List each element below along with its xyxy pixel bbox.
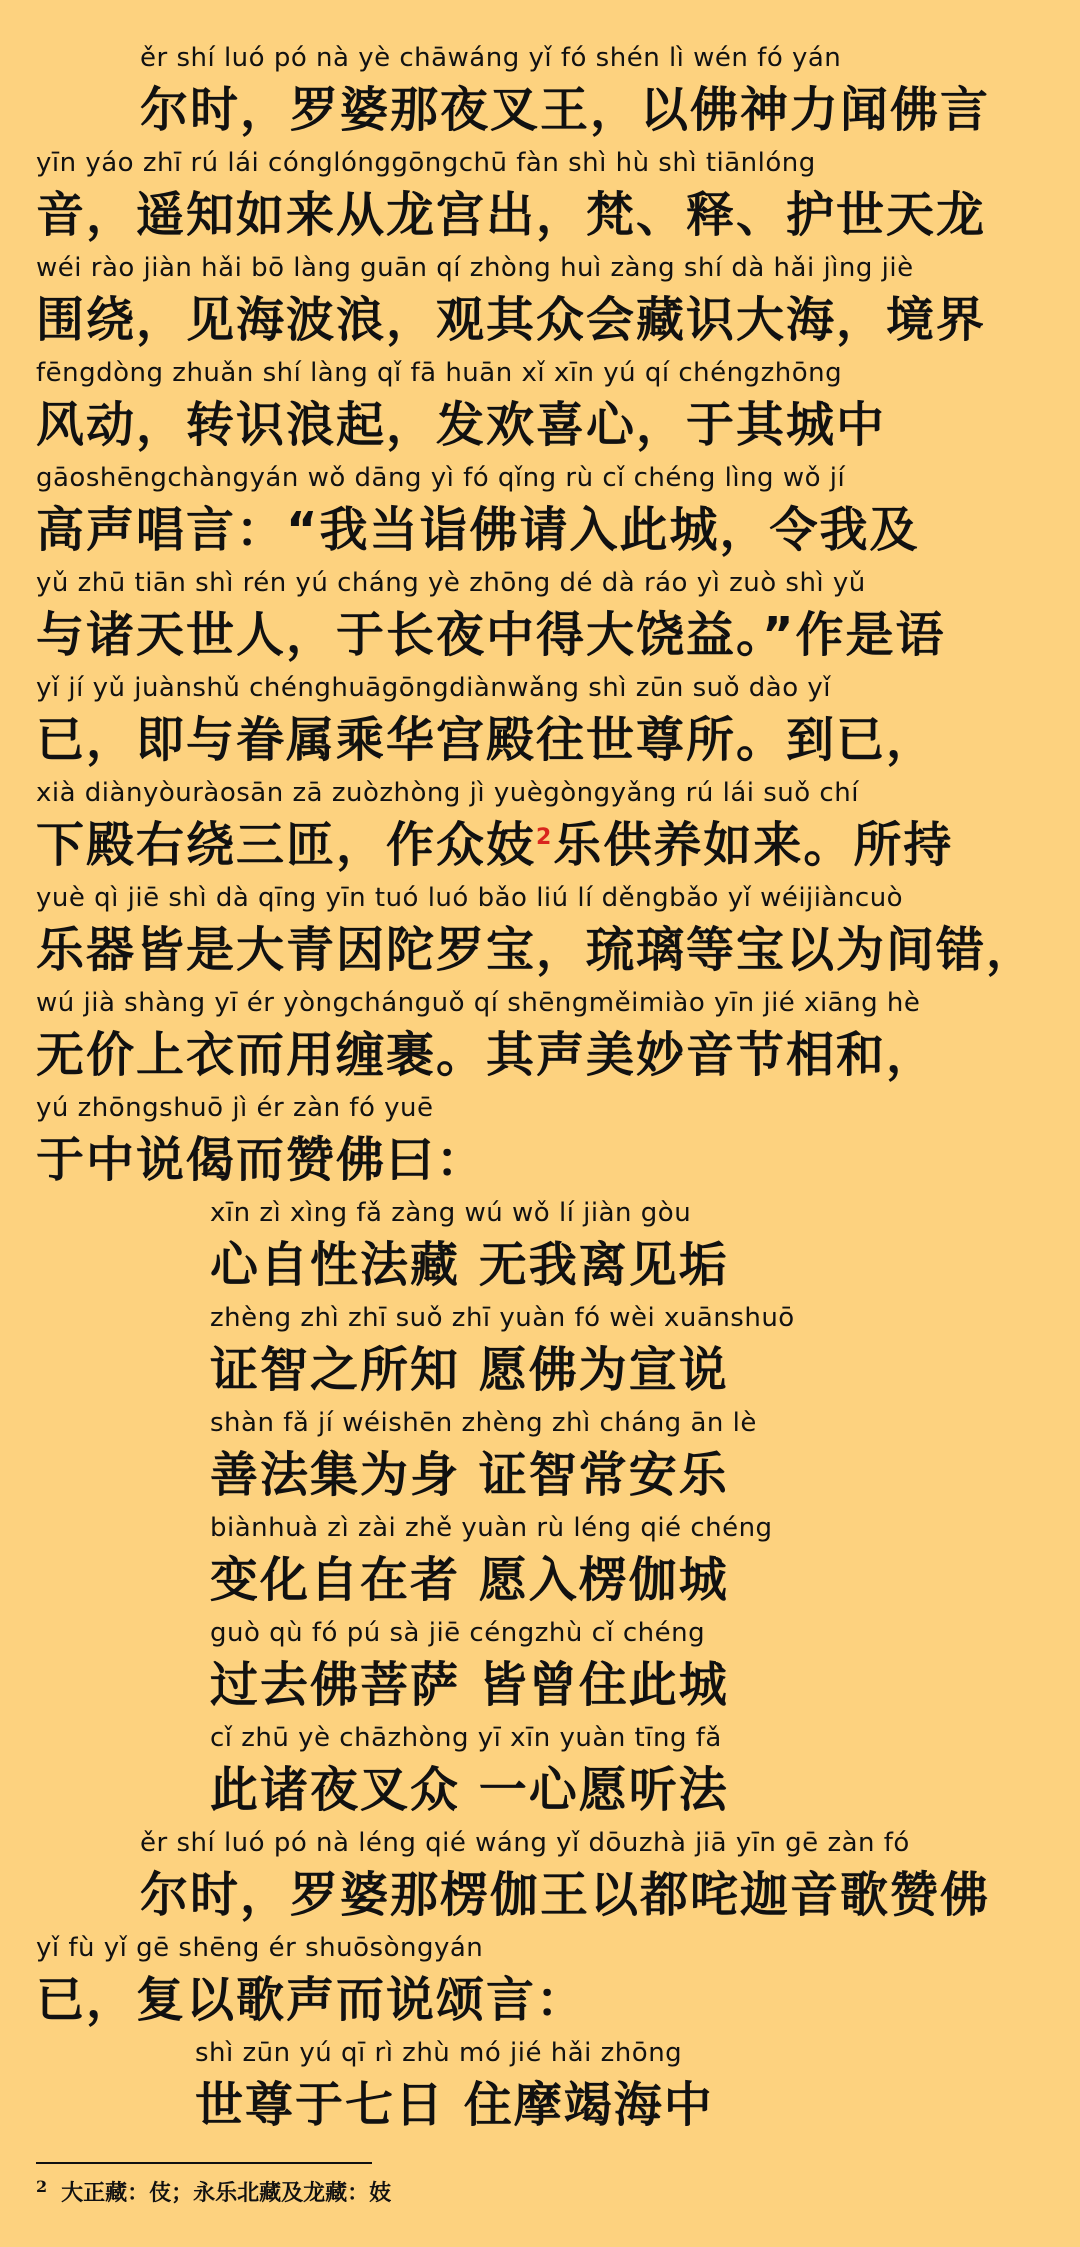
pinyin: wú jià shàng yī ér yòngchánguǒ qí shēngměimiào yīn jié xiāng hè (36, 988, 921, 1018)
text-line (36, 143, 986, 247)
hanzi-part: 乐供养如来。所持 (553, 817, 954, 873)
hanzi: 世尊于七日 住摩竭海中 (195, 2077, 714, 2133)
footnote-reference[interactable]: 2 (536, 825, 554, 850)
pinyin: yǐ fù yǐ gē shēng ér shuōsòngyán (36, 1933, 484, 1963)
verse-line (210, 1298, 795, 1402)
pinyin: shàn fǎ jí wéishēn zhèng zhì cháng ān lè (210, 1408, 757, 1438)
text-line (36, 773, 953, 877)
hanzi: 乐器皆是大青因陀罗宝，琉璃等宝以为间错， (36, 922, 1037, 978)
pinyin: yǐ jí yǔ juànshǔ chénghuāgōngdiànwǎng shì zūn suǒ dào yǐ (36, 673, 832, 703)
verse-line (210, 1718, 729, 1822)
pinyin: fēngdòng zhuǎn shí làng qǐ fā huān xǐ xīn yú qí chéngzhōng (36, 358, 843, 388)
hanzi: 与诸天世人，于长夜中得大饶益。”作是语 (36, 607, 946, 663)
pinyin: ěr shí luó pó nà yè chāwáng yǐ fó shén lì wén fó yán (140, 43, 842, 73)
hanzi: 善法集为身 证智常安乐 (210, 1447, 729, 1503)
text-line (36, 878, 1036, 982)
hanzi: 于中说偈而赞佛曰： (36, 1132, 487, 1188)
pinyin: biànhuà zì zài zhě yuàn rù léng qié chéng (210, 1513, 773, 1543)
pinyin: shì zūn yú qī rì zhù mó jié hǎi zhōng (195, 2038, 683, 2068)
text-line (140, 1823, 990, 1927)
pinyin: yú zhōngshuō jì ér zàn fó yuē (36, 1093, 434, 1123)
footnote-text: 大正藏：伎；永乐北藏及龙藏：妓 (61, 2180, 392, 2206)
text-line (36, 668, 936, 772)
hanzi: 心自性法藏 无我离见垢 (210, 1237, 729, 1293)
pinyin: yǔ zhū tiān shì rén yú cháng yè zhōng dé dà ráo yì zuò shì yǔ (36, 568, 866, 598)
hanzi (36, 813, 953, 877)
verse-line (210, 1508, 773, 1612)
hanzi: 高声唱言：“我当诣佛请入此城，令我及 (36, 502, 920, 558)
hanzi: 证智之所知 愿佛为宣说 (210, 1342, 729, 1398)
text-line (36, 458, 920, 562)
pinyin: xià diànyòuràosān zā zuòzhòng jì yuègòngyǎng rú lái suǒ chí (36, 778, 859, 808)
pinyin: ěr shí luó pó nà léng qié wáng yǐ dōuzhà jiā yīn gē zàn fó (140, 1828, 910, 1858)
text-line (36, 248, 986, 352)
hanzi: 已，即与眷属乘华宫殿往世尊所。到已， (36, 712, 937, 768)
hanzi: 围绕，见海波浪，观其众会藏识大海，境界 (36, 292, 987, 348)
footnote-divider (36, 2162, 372, 2164)
hanzi: 过去佛菩萨 皆曾住此城 (210, 1657, 729, 1713)
hanzi: 音，遥知如来从龙宫出，梵、释、护世天龙 (36, 187, 987, 243)
footnote (36, 2176, 391, 2207)
text-line (36, 983, 936, 1087)
text-line (36, 1928, 586, 2032)
verse-line (210, 1613, 729, 1717)
hanzi: 风动，转识浪起，发欢喜心，于其城中 (36, 397, 887, 453)
pinyin: yuè qì jiē shì dà qīng yīn tuó luó bǎo liú lí děngbǎo yǐ wéijiàncuò (36, 883, 904, 913)
pinyin: guò qù fó pú sà jiē céngzhù cǐ chéng (210, 1618, 706, 1648)
hanzi: 已，复以歌声而说颂言： (36, 1972, 587, 2028)
hanzi-part: 下殿右绕三匝，作众妓 (36, 817, 537, 873)
hanzi: 无价上衣而用缠裹。其声美妙音节相和， (36, 1027, 937, 1083)
verse-line (210, 1193, 729, 1297)
verse-line (210, 1403, 757, 1507)
text-line (36, 1088, 486, 1192)
pinyin: wéi rào jiàn hǎi bō làng guān qí zhòng huì zàng shí dà hǎi jìng jiè (36, 253, 914, 283)
pinyin: cǐ zhū yè chāzhòng yī xīn yuàn tīng fǎ (210, 1723, 722, 1753)
text-line (36, 353, 886, 457)
pinyin: zhèng zhì zhī suǒ zhī yuàn fó wèi xuānshuō (210, 1303, 795, 1333)
pinyin: xīn zì xìng fǎ zàng wú wǒ lí jiàn gòu (210, 1198, 692, 1228)
text-line (140, 38, 1042, 142)
footnote-number: 2 (36, 2176, 48, 2196)
hanzi: 尔时，罗婆那夜叉王，以佛神力闻佛言 (140, 82, 991, 138)
hanzi: 变化自在者 愿入楞伽城 (210, 1552, 729, 1608)
pinyin: yīn yáo zhī rú lái cónglónggōngchū fàn shì hù shì tiānlóng (36, 148, 816, 178)
pinyin: gāoshēngchàngyán wǒ dāng yì fó qǐng rù cǐ chéng lìng wǒ jí (36, 463, 846, 493)
hanzi: 此诸夜叉众 一心愿听法 (210, 1762, 729, 1818)
text-line (36, 563, 946, 667)
hanzi: 尔时，罗婆那楞伽王以都咤迦音歌赞佛 (140, 1867, 991, 1923)
verse-line (195, 2033, 714, 2137)
